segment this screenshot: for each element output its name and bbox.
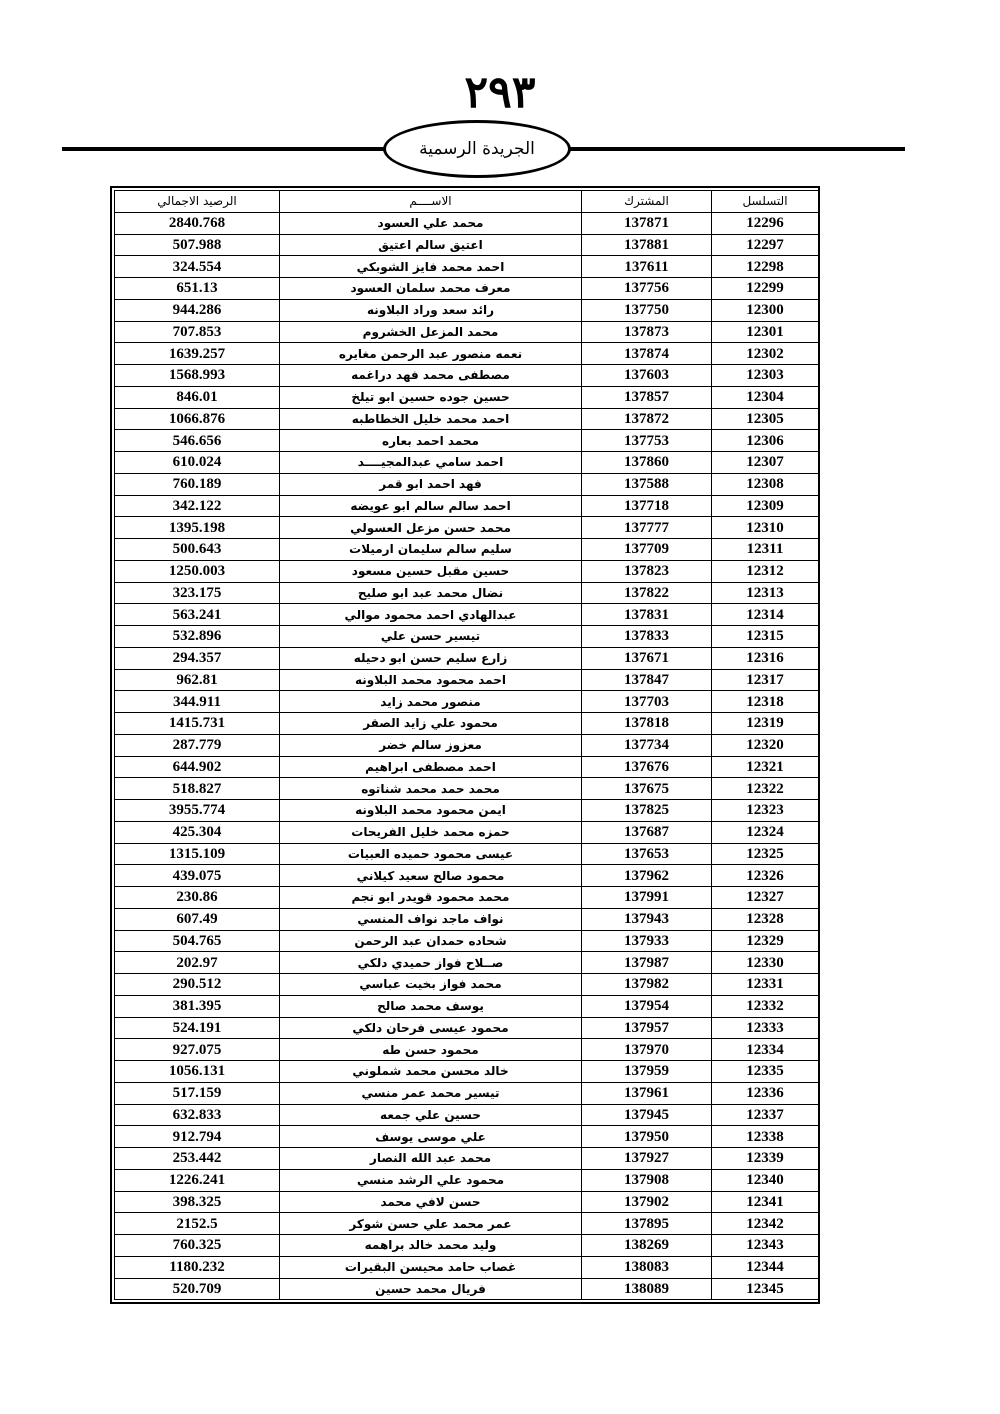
cell-balance: 1315.109 bbox=[115, 843, 280, 865]
cell-serial: 12341 bbox=[712, 1191, 819, 1213]
cell-balance: 342.122 bbox=[115, 495, 280, 517]
cell-balance: 324.554 bbox=[115, 256, 280, 278]
cell-balance: 651.13 bbox=[115, 278, 280, 300]
cell-balance: 425.304 bbox=[115, 821, 280, 843]
cell-subscriber: 137945 bbox=[582, 1104, 712, 1126]
cell-subscriber: 137756 bbox=[582, 278, 712, 300]
cell-serial: 12296 bbox=[712, 212, 819, 234]
cell-name: غصاب حامد محيسن البقيرات bbox=[280, 1256, 582, 1278]
cell-name: احمد محمود محمد البلاونه bbox=[280, 669, 582, 691]
table-row bbox=[115, 604, 819, 626]
cell-balance: 1056.131 bbox=[115, 1061, 280, 1083]
cell-serial: 12334 bbox=[712, 1039, 819, 1061]
cell-name: نعمه منصور عبد الرحمن مغايره bbox=[280, 343, 582, 365]
cell-balance: 2152.5 bbox=[115, 1213, 280, 1235]
cell-name: احمد محمد فايز الشوبكي bbox=[280, 256, 582, 278]
cell-name: علي موسى يوسف bbox=[280, 1126, 582, 1148]
cell-name: محمد علي العسود bbox=[280, 212, 582, 234]
cell-name: احمد سالم سالم ابو عويضه bbox=[280, 495, 582, 517]
table-row bbox=[115, 691, 819, 713]
cell-balance: 202.97 bbox=[115, 952, 280, 974]
table-row bbox=[115, 1148, 819, 1170]
table-row bbox=[115, 626, 819, 648]
cell-name: محمود علي زايد الصقر bbox=[280, 713, 582, 735]
table-row bbox=[115, 517, 819, 539]
table-row bbox=[115, 365, 819, 387]
table-row bbox=[115, 256, 819, 278]
subscribers-table bbox=[114, 190, 819, 1300]
table-row bbox=[115, 800, 819, 822]
table-row bbox=[115, 1235, 819, 1257]
cell-balance: 610.024 bbox=[115, 452, 280, 474]
cell-subscriber: 137734 bbox=[582, 734, 712, 756]
cell-subscriber: 137881 bbox=[582, 234, 712, 256]
cell-balance: 507.988 bbox=[115, 234, 280, 256]
cell-subscriber: 137902 bbox=[582, 1191, 712, 1213]
cell-serial: 12337 bbox=[712, 1104, 819, 1126]
table-row bbox=[115, 865, 819, 887]
cell-balance: 253.442 bbox=[115, 1148, 280, 1170]
cell-name: مصطفى محمد فهد دراغمه bbox=[280, 365, 582, 387]
cell-name: عمر محمد علي حسن شوكر bbox=[280, 1213, 582, 1235]
cell-subscriber: 137860 bbox=[582, 452, 712, 474]
cell-serial: 12343 bbox=[712, 1235, 819, 1257]
cell-serial: 12340 bbox=[712, 1169, 819, 1191]
cell-name: تيسير حسن علي bbox=[280, 626, 582, 648]
cell-serial: 12305 bbox=[712, 408, 819, 430]
cell-subscriber: 137822 bbox=[582, 582, 712, 604]
cell-subscriber: 137982 bbox=[582, 974, 712, 996]
table-row bbox=[115, 1039, 819, 1061]
cell-balance: 760.189 bbox=[115, 473, 280, 495]
cell-name: رائد سعد وراد البلاونه bbox=[280, 299, 582, 321]
cell-serial: 12320 bbox=[712, 734, 819, 756]
cell-serial: 12336 bbox=[712, 1082, 819, 1104]
cell-subscriber: 137671 bbox=[582, 647, 712, 669]
table-row bbox=[115, 952, 819, 974]
cell-serial: 12299 bbox=[712, 278, 819, 300]
cell-balance: 1568.993 bbox=[115, 365, 280, 387]
cell-subscriber: 137831 bbox=[582, 604, 712, 626]
table-header-row bbox=[115, 191, 819, 213]
cell-subscriber: 137872 bbox=[582, 408, 712, 430]
cell-serial: 12328 bbox=[712, 908, 819, 930]
cell-subscriber: 137895 bbox=[582, 1213, 712, 1235]
table-row bbox=[115, 408, 819, 430]
cell-name: محمود علي الرشد منسي bbox=[280, 1169, 582, 1191]
cell-subscriber: 137991 bbox=[582, 887, 712, 909]
table-row bbox=[115, 1191, 819, 1213]
cell-serial: 12309 bbox=[712, 495, 819, 517]
cell-balance: 707.853 bbox=[115, 321, 280, 343]
cell-subscriber: 137970 bbox=[582, 1039, 712, 1061]
table-row bbox=[115, 995, 819, 1017]
cell-serial: 12331 bbox=[712, 974, 819, 996]
cell-balance: 760.325 bbox=[115, 1235, 280, 1257]
cell-balance: 632.833 bbox=[115, 1104, 280, 1126]
cell-subscriber: 137874 bbox=[582, 343, 712, 365]
cell-subscriber: 137927 bbox=[582, 1148, 712, 1170]
cell-serial: 12339 bbox=[712, 1148, 819, 1170]
cell-serial: 12322 bbox=[712, 778, 819, 800]
cell-serial: 12318 bbox=[712, 691, 819, 713]
cell-name: شحاده حمدان عبد الرحمن bbox=[280, 930, 582, 952]
cell-name: صــلاح فواز حميدي دلكي bbox=[280, 952, 582, 974]
cell-serial: 12323 bbox=[712, 800, 819, 822]
table-row bbox=[115, 908, 819, 930]
cell-subscriber: 137833 bbox=[582, 626, 712, 648]
cell-name: حسن لافي محمد bbox=[280, 1191, 582, 1213]
cell-subscriber: 138083 bbox=[582, 1256, 712, 1278]
table-row bbox=[115, 756, 819, 778]
cell-serial: 12300 bbox=[712, 299, 819, 321]
cell-balance: 1226.241 bbox=[115, 1169, 280, 1191]
cell-balance: 517.159 bbox=[115, 1082, 280, 1104]
table-row bbox=[115, 560, 819, 582]
cell-subscriber: 137950 bbox=[582, 1126, 712, 1148]
cell-name: محمود صالح سعيد كيلاني bbox=[280, 865, 582, 887]
cell-serial: 12345 bbox=[712, 1278, 819, 1300]
cell-name: محمد محمود قويدر ابو نجم bbox=[280, 887, 582, 909]
cell-serial: 12306 bbox=[712, 430, 819, 452]
cell-name: محمد عبد الله النصار bbox=[280, 1148, 582, 1170]
cell-name: محمود حسن طه bbox=[280, 1039, 582, 1061]
cell-balance: 912.794 bbox=[115, 1126, 280, 1148]
table-row bbox=[115, 321, 819, 343]
cell-subscriber: 137961 bbox=[582, 1082, 712, 1104]
table-row bbox=[115, 734, 819, 756]
cell-subscriber: 137908 bbox=[582, 1169, 712, 1191]
table-row bbox=[115, 669, 819, 691]
cell-serial: 12344 bbox=[712, 1256, 819, 1278]
cell-serial: 12308 bbox=[712, 473, 819, 495]
table-row bbox=[115, 1061, 819, 1083]
table-row bbox=[115, 1256, 819, 1278]
cell-subscriber: 137675 bbox=[582, 778, 712, 800]
cell-name: معرف محمد سلمان العسود bbox=[280, 278, 582, 300]
cell-serial: 12330 bbox=[712, 952, 819, 974]
cell-balance: 500.643 bbox=[115, 539, 280, 561]
cell-serial: 12338 bbox=[712, 1126, 819, 1148]
table-row bbox=[115, 974, 819, 996]
cell-name: حسين مقبل حسين مسعود bbox=[280, 560, 582, 582]
cell-balance: 962.81 bbox=[115, 669, 280, 691]
cell-name: نواف ماجد نواف المنسي bbox=[280, 908, 582, 930]
cell-subscriber: 137703 bbox=[582, 691, 712, 713]
cell-subscriber: 137962 bbox=[582, 865, 712, 887]
table-row bbox=[115, 299, 819, 321]
cell-balance: 563.241 bbox=[115, 604, 280, 626]
gazette-title-oval bbox=[383, 120, 571, 178]
cell-balance: 1395.198 bbox=[115, 517, 280, 539]
cell-balance: 1250.003 bbox=[115, 560, 280, 582]
cell-name: احمد مصطفى ابراهيم bbox=[280, 756, 582, 778]
cell-name: محمد فواز بخيت عباسي bbox=[280, 974, 582, 996]
cell-balance: 927.075 bbox=[115, 1039, 280, 1061]
table-row bbox=[115, 821, 819, 843]
cell-subscriber: 137588 bbox=[582, 473, 712, 495]
table-row bbox=[115, 1017, 819, 1039]
cell-balance: 546.656 bbox=[115, 430, 280, 452]
cell-subscriber: 137676 bbox=[582, 756, 712, 778]
cell-serial: 12311 bbox=[712, 539, 819, 561]
cell-name: زارع سليم حسن ابو دحيله bbox=[280, 647, 582, 669]
cell-name: ايمن محمود محمد البلاونه bbox=[280, 800, 582, 822]
cell-balance: 290.512 bbox=[115, 974, 280, 996]
table-row bbox=[115, 778, 819, 800]
subscribers-table-frame bbox=[110, 186, 820, 1304]
cell-subscriber: 137871 bbox=[582, 212, 712, 234]
cell-serial: 12321 bbox=[712, 756, 819, 778]
table-row bbox=[115, 930, 819, 952]
cell-subscriber: 137653 bbox=[582, 843, 712, 865]
cell-balance: 230.86 bbox=[115, 887, 280, 909]
cell-balance: 532.896 bbox=[115, 626, 280, 648]
cell-balance: 1066.876 bbox=[115, 408, 280, 430]
cell-balance: 524.191 bbox=[115, 1017, 280, 1039]
cell-balance: 518.827 bbox=[115, 778, 280, 800]
table-row bbox=[115, 473, 819, 495]
table-row bbox=[115, 278, 819, 300]
cell-name: حسين علي جمعه bbox=[280, 1104, 582, 1126]
cell-subscriber: 138089 bbox=[582, 1278, 712, 1300]
table-row bbox=[115, 386, 819, 408]
table-row bbox=[115, 430, 819, 452]
cell-subscriber: 137857 bbox=[582, 386, 712, 408]
cell-serial: 12297 bbox=[712, 234, 819, 256]
cell-serial: 12302 bbox=[712, 343, 819, 365]
cell-subscriber: 137933 bbox=[582, 930, 712, 952]
cell-name: وليد محمد خالد براهمه bbox=[280, 1235, 582, 1257]
table-row bbox=[115, 843, 819, 865]
cell-name: فريال محمد حسين bbox=[280, 1278, 582, 1300]
cell-name: محمد حسن مزعل العسولي bbox=[280, 517, 582, 539]
cell-serial: 12317 bbox=[712, 669, 819, 691]
table-row bbox=[115, 495, 819, 517]
cell-serial: 12314 bbox=[712, 604, 819, 626]
cell-name: خالد محسن محمد شملوني bbox=[280, 1061, 582, 1083]
cell-balance: 607.49 bbox=[115, 908, 280, 930]
table-row bbox=[115, 212, 819, 234]
cell-serial: 12310 bbox=[712, 517, 819, 539]
cell-balance: 2840.768 bbox=[115, 212, 280, 234]
cell-subscriber: 138269 bbox=[582, 1235, 712, 1257]
cell-subscriber: 137954 bbox=[582, 995, 712, 1017]
cell-name: حمزه محمد خليل الفريحات bbox=[280, 821, 582, 843]
page-number: ٢٩٣ bbox=[464, 67, 536, 118]
cell-subscriber: 137611 bbox=[582, 256, 712, 278]
cell-name: يوسف محمد صالح bbox=[280, 995, 582, 1017]
cell-serial: 12335 bbox=[712, 1061, 819, 1083]
table-row bbox=[115, 343, 819, 365]
cell-balance: 381.395 bbox=[115, 995, 280, 1017]
cell-balance: 3955.774 bbox=[115, 800, 280, 822]
cell-subscriber: 137753 bbox=[582, 430, 712, 452]
cell-serial: 12313 bbox=[712, 582, 819, 604]
table-row bbox=[115, 582, 819, 604]
cell-subscriber: 137603 bbox=[582, 365, 712, 387]
cell-balance: 439.075 bbox=[115, 865, 280, 887]
header-serial: التسلسل bbox=[712, 191, 819, 213]
cell-balance: 294.357 bbox=[115, 647, 280, 669]
cell-balance: 323.175 bbox=[115, 582, 280, 604]
cell-balance: 1639.257 bbox=[115, 343, 280, 365]
cell-serial: 12342 bbox=[712, 1213, 819, 1235]
cell-serial: 12307 bbox=[712, 452, 819, 474]
table-row bbox=[115, 1082, 819, 1104]
cell-subscriber: 137957 bbox=[582, 1017, 712, 1039]
table-row bbox=[115, 1278, 819, 1300]
cell-balance: 644.902 bbox=[115, 756, 280, 778]
cell-name: فهد احمد ابو قمر bbox=[280, 473, 582, 495]
cell-balance: 398.325 bbox=[115, 1191, 280, 1213]
table-row bbox=[115, 1213, 819, 1235]
header-name: الاســــم bbox=[280, 191, 582, 213]
cell-balance: 1180.232 bbox=[115, 1256, 280, 1278]
cell-name: اعتيق سالم اعتيق bbox=[280, 234, 582, 256]
cell-serial: 12327 bbox=[712, 887, 819, 909]
table-body bbox=[115, 212, 819, 1300]
cell-name: احمد محمد خليل الخطاطبه bbox=[280, 408, 582, 430]
table-row bbox=[115, 1104, 819, 1126]
cell-name: محمد المزعل الخشروم bbox=[280, 321, 582, 343]
table-row bbox=[115, 1169, 819, 1191]
cell-subscriber: 137709 bbox=[582, 539, 712, 561]
cell-balance: 504.765 bbox=[115, 930, 280, 952]
cell-serial: 12326 bbox=[712, 865, 819, 887]
table-row bbox=[115, 887, 819, 909]
cell-name: احمد سامي عبدالمجيــــد bbox=[280, 452, 582, 474]
cell-subscriber: 137687 bbox=[582, 821, 712, 843]
cell-balance: 287.779 bbox=[115, 734, 280, 756]
cell-subscriber: 137987 bbox=[582, 952, 712, 974]
table-row bbox=[115, 452, 819, 474]
gazette-title: الجريدة الرسمية bbox=[419, 139, 535, 159]
cell-serial: 12325 bbox=[712, 843, 819, 865]
cell-name: سليم سالم سليمان ارميلات bbox=[280, 539, 582, 561]
cell-name: تيسير محمد عمر منسي bbox=[280, 1082, 582, 1104]
cell-subscriber: 137818 bbox=[582, 713, 712, 735]
cell-serial: 12304 bbox=[712, 386, 819, 408]
cell-balance: 344.911 bbox=[115, 691, 280, 713]
table-row bbox=[115, 539, 819, 561]
cell-serial: 12332 bbox=[712, 995, 819, 1017]
cell-name: محمد احمد بعاره bbox=[280, 430, 582, 452]
cell-serial: 12329 bbox=[712, 930, 819, 952]
cell-serial: 12298 bbox=[712, 256, 819, 278]
cell-balance: 944.286 bbox=[115, 299, 280, 321]
cell-subscriber: 137959 bbox=[582, 1061, 712, 1083]
cell-serial: 12324 bbox=[712, 821, 819, 843]
cell-subscriber: 137873 bbox=[582, 321, 712, 343]
table-row bbox=[115, 1126, 819, 1148]
cell-name: محمود عيسى فرحان دلكي bbox=[280, 1017, 582, 1039]
table-row bbox=[115, 647, 819, 669]
table-row bbox=[115, 713, 819, 735]
cell-subscriber: 137823 bbox=[582, 560, 712, 582]
cell-name: معزوز سالم خضر bbox=[280, 734, 582, 756]
cell-serial: 12303 bbox=[712, 365, 819, 387]
header-subscriber: المشترك bbox=[582, 191, 712, 213]
table-row bbox=[115, 234, 819, 256]
cell-subscriber: 137847 bbox=[582, 669, 712, 691]
cell-serial: 12301 bbox=[712, 321, 819, 343]
cell-subscriber: 137718 bbox=[582, 495, 712, 517]
cell-serial: 12333 bbox=[712, 1017, 819, 1039]
cell-serial: 12319 bbox=[712, 713, 819, 735]
cell-serial: 12316 bbox=[712, 647, 819, 669]
cell-balance: 1415.731 bbox=[115, 713, 280, 735]
cell-serial: 12312 bbox=[712, 560, 819, 582]
cell-name: محمد حمد محمد شناتوه bbox=[280, 778, 582, 800]
cell-balance: 520.709 bbox=[115, 1278, 280, 1300]
cell-subscriber: 137750 bbox=[582, 299, 712, 321]
cell-name: عيسى محمود حميده العبيات bbox=[280, 843, 582, 865]
cell-name: حسين جوده حسين ابو تيلخ bbox=[280, 386, 582, 408]
cell-name: عبدالهادي احمد محمود موالي bbox=[280, 604, 582, 626]
header-balance: الرصيد الاجمالي bbox=[115, 191, 280, 213]
cell-subscriber: 137943 bbox=[582, 908, 712, 930]
cell-balance: 846.01 bbox=[115, 386, 280, 408]
cell-name: نضال محمد عبد ابو صليح bbox=[280, 582, 582, 604]
cell-subscriber: 137825 bbox=[582, 800, 712, 822]
cell-name: منصور محمد زايد bbox=[280, 691, 582, 713]
cell-subscriber: 137777 bbox=[582, 517, 712, 539]
cell-serial: 12315 bbox=[712, 626, 819, 648]
